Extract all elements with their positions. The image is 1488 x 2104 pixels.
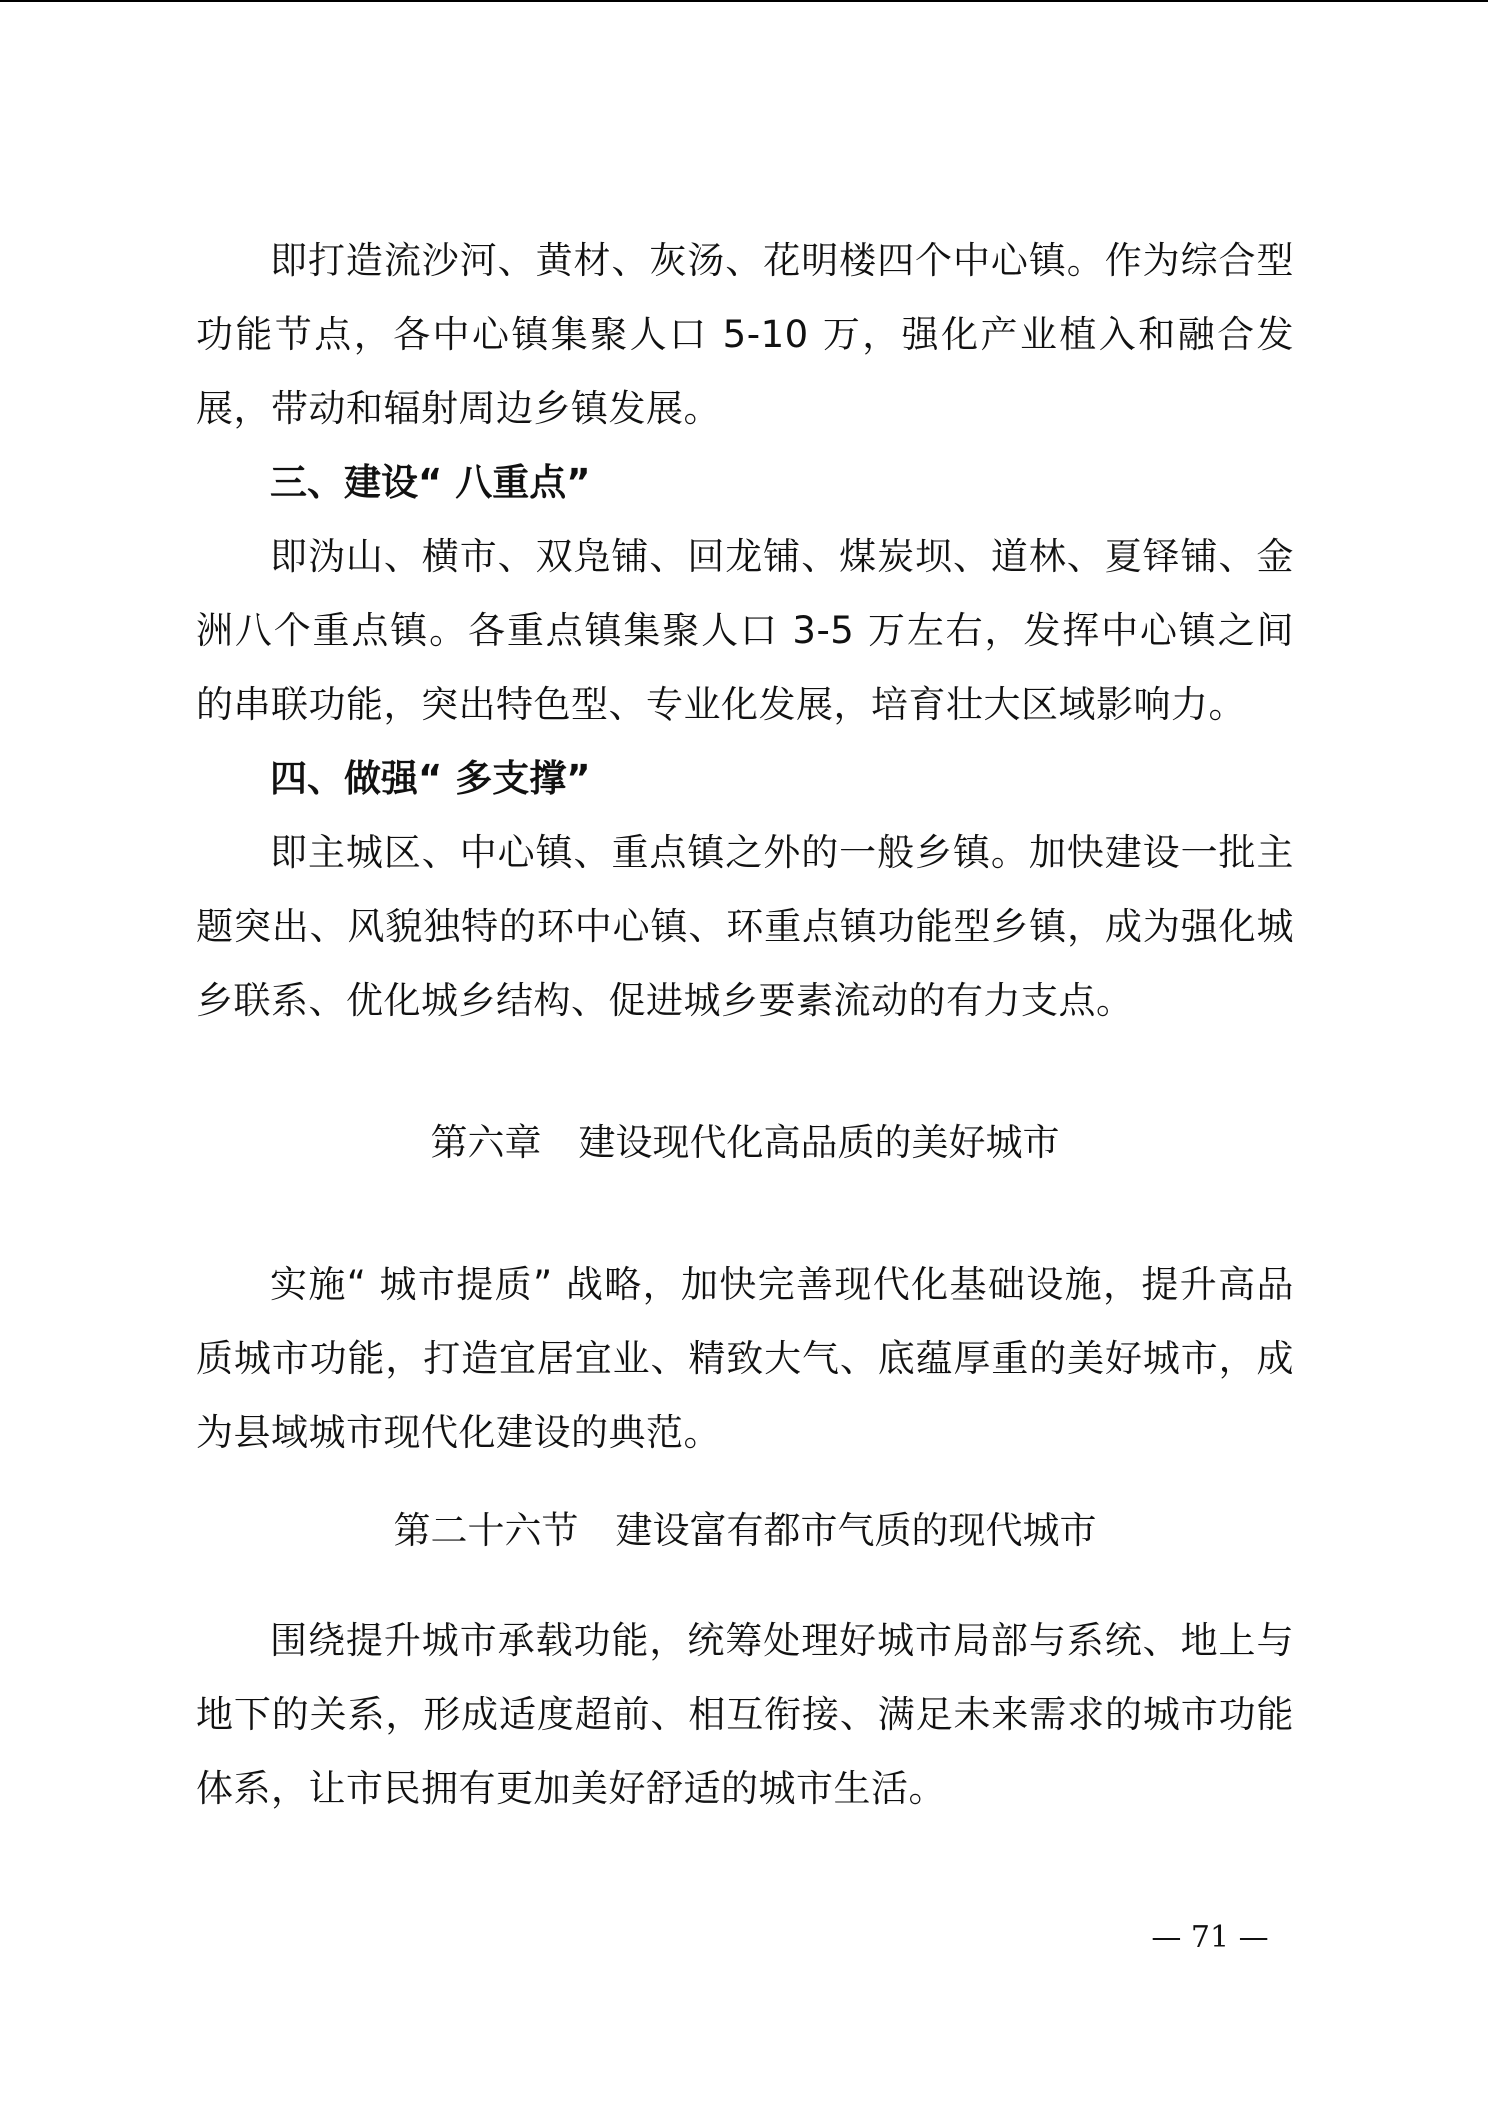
paragraph-central-towns: 即打造流沙河、黄材、灰汤、花明楼四个中心镇。作为综合型功能节点，各中心镇集聚人口 5-10 万，强化产业植入和融合发展，带动和辐射周边乡镇发展。 xyxy=(196,239,1294,430)
document-body xyxy=(196,224,1294,1826)
heading-eight-key-towns: 三、建设“ 八重点” xyxy=(270,461,591,504)
page-number: — 71 — xyxy=(1151,1920,1269,1955)
paragraph-general-towns: 即主城区、中心镇、重点镇之外的一般乡镇。加快建设一批主题突出、风貌独特的环中心镇、环重点镇功能型乡镇，成为强化城乡联系、优化城乡结构、促进城乡要素流动的有力支点。 xyxy=(196,831,1294,1022)
paragraph-chapter-intro: 实施“ 城市提质” 战略，加快完善现代化基础设施，提升高品质城市功能，打造宜居宜业、精致大气、底蕴厚重的美好城市，成为县域城市现代化建设的典范。 xyxy=(196,1263,1294,1454)
section-title: 第二十六节 建设富有都市气质的现代城市 xyxy=(393,1509,1097,1552)
paragraph-section-intro: 围绕提升城市承载功能，统筹处理好城市局部与系统、地上与地下的关系，形成适度超前、相互衔接、满足未来需求的城市功能体系，让市民拥有更加美好舒适的城市生活。 xyxy=(196,1619,1294,1810)
heading-multi-support: 四、做强“ 多支撑” xyxy=(270,757,591,800)
chapter-title: 第六章 建设现代化高品质的美好城市 xyxy=(430,1121,1060,1164)
paragraph-key-towns: 即沩山、横市、双凫铺、回龙铺、煤炭坝、道林、夏铎铺、金洲八个重点镇。各重点镇集聚人口 3-5 万左右，发挥中心镇之间的串联功能，突出特色型、专业化发展，培育壮大区域影响力。 xyxy=(196,535,1294,726)
top-border-line xyxy=(0,0,1488,2)
